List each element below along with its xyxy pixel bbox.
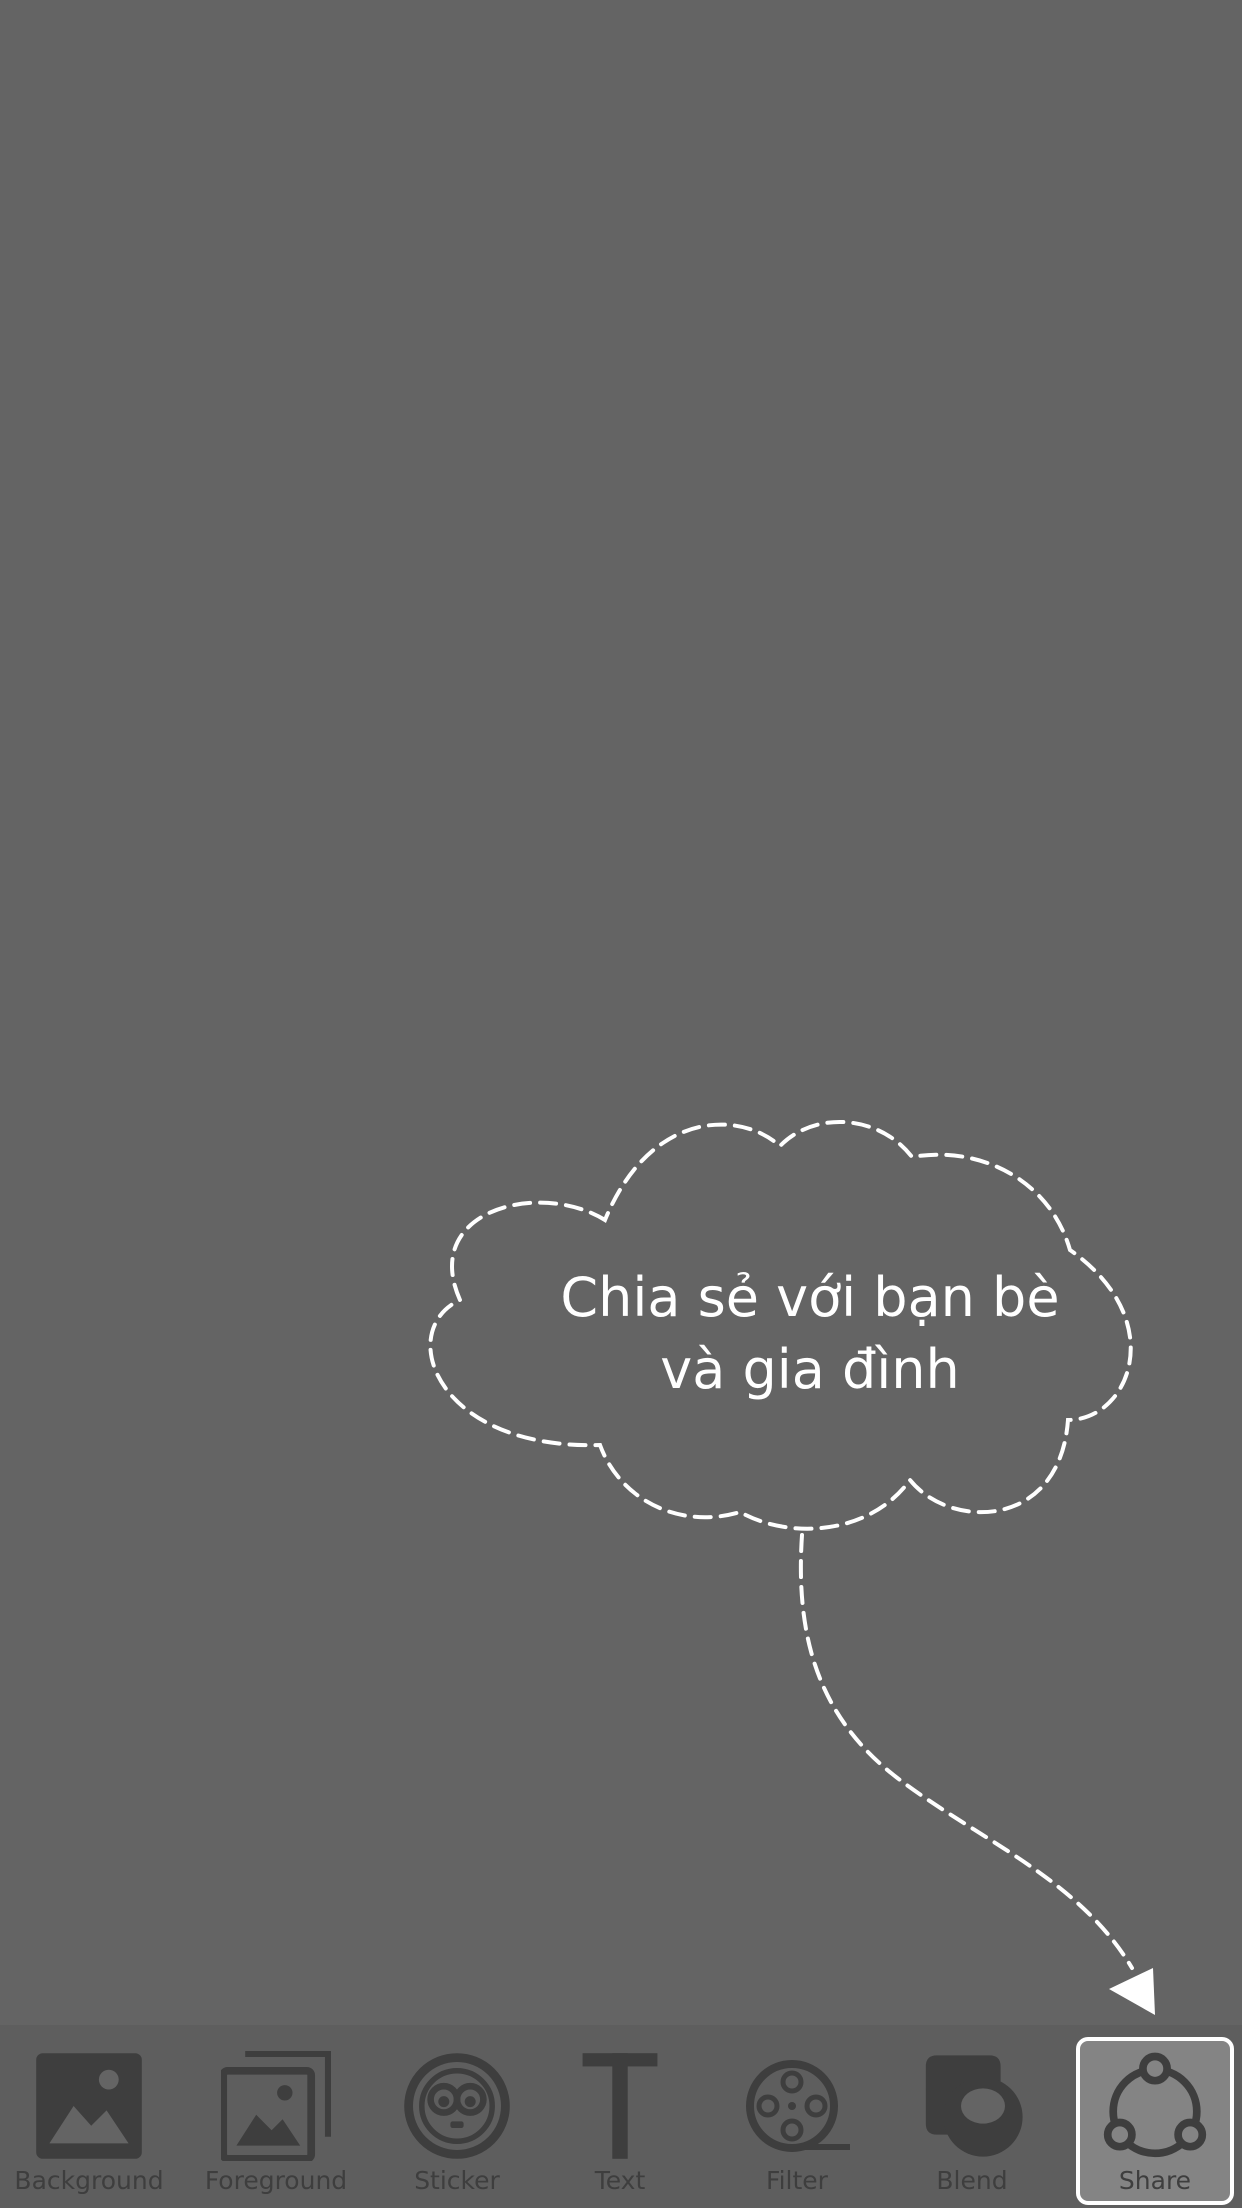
tool-sticker[interactable] xyxy=(385,2037,529,2205)
tool-text-label: Text xyxy=(594,2166,646,2195)
hint-arrow-line xyxy=(801,1535,1132,1968)
tool-share[interactable] xyxy=(1076,2037,1234,2205)
tool-blend[interactable] xyxy=(900,2037,1044,2205)
text-t-icon xyxy=(565,2051,675,2161)
tool-share-label: Share xyxy=(1118,2166,1192,2195)
background-image-icon xyxy=(34,2051,144,2161)
tool-filter-label: Filter xyxy=(766,2166,828,2195)
foreground-gallery-icon xyxy=(221,2051,331,2161)
share-nodes-icon xyxy=(1100,2051,1210,2161)
tool-background[interactable] xyxy=(12,2037,166,2205)
tool-sticker-label: Sticker xyxy=(414,2166,500,2195)
tool-foreground-label: Foreground xyxy=(204,2166,348,2195)
film-reel-icon xyxy=(742,2051,852,2161)
tool-background-label: Background xyxy=(14,2166,164,2195)
bottom-toolbar xyxy=(0,2025,1242,2208)
tool-filter[interactable] xyxy=(722,2037,872,2205)
hint-line-2: và gia đình xyxy=(660,1338,960,1401)
tool-foreground[interactable] xyxy=(196,2037,356,2205)
hint-arrow-head xyxy=(1109,1968,1155,2015)
hint-line-1: Chia sẻ với bạn bè xyxy=(560,1266,1060,1329)
tool-blend-label: Blend xyxy=(936,2166,1008,2195)
sticker-face-icon xyxy=(402,2051,512,2161)
blend-circles-icon xyxy=(917,2051,1027,2161)
tool-text[interactable] xyxy=(550,2037,690,2205)
share-hint-text xyxy=(560,1262,1060,1406)
